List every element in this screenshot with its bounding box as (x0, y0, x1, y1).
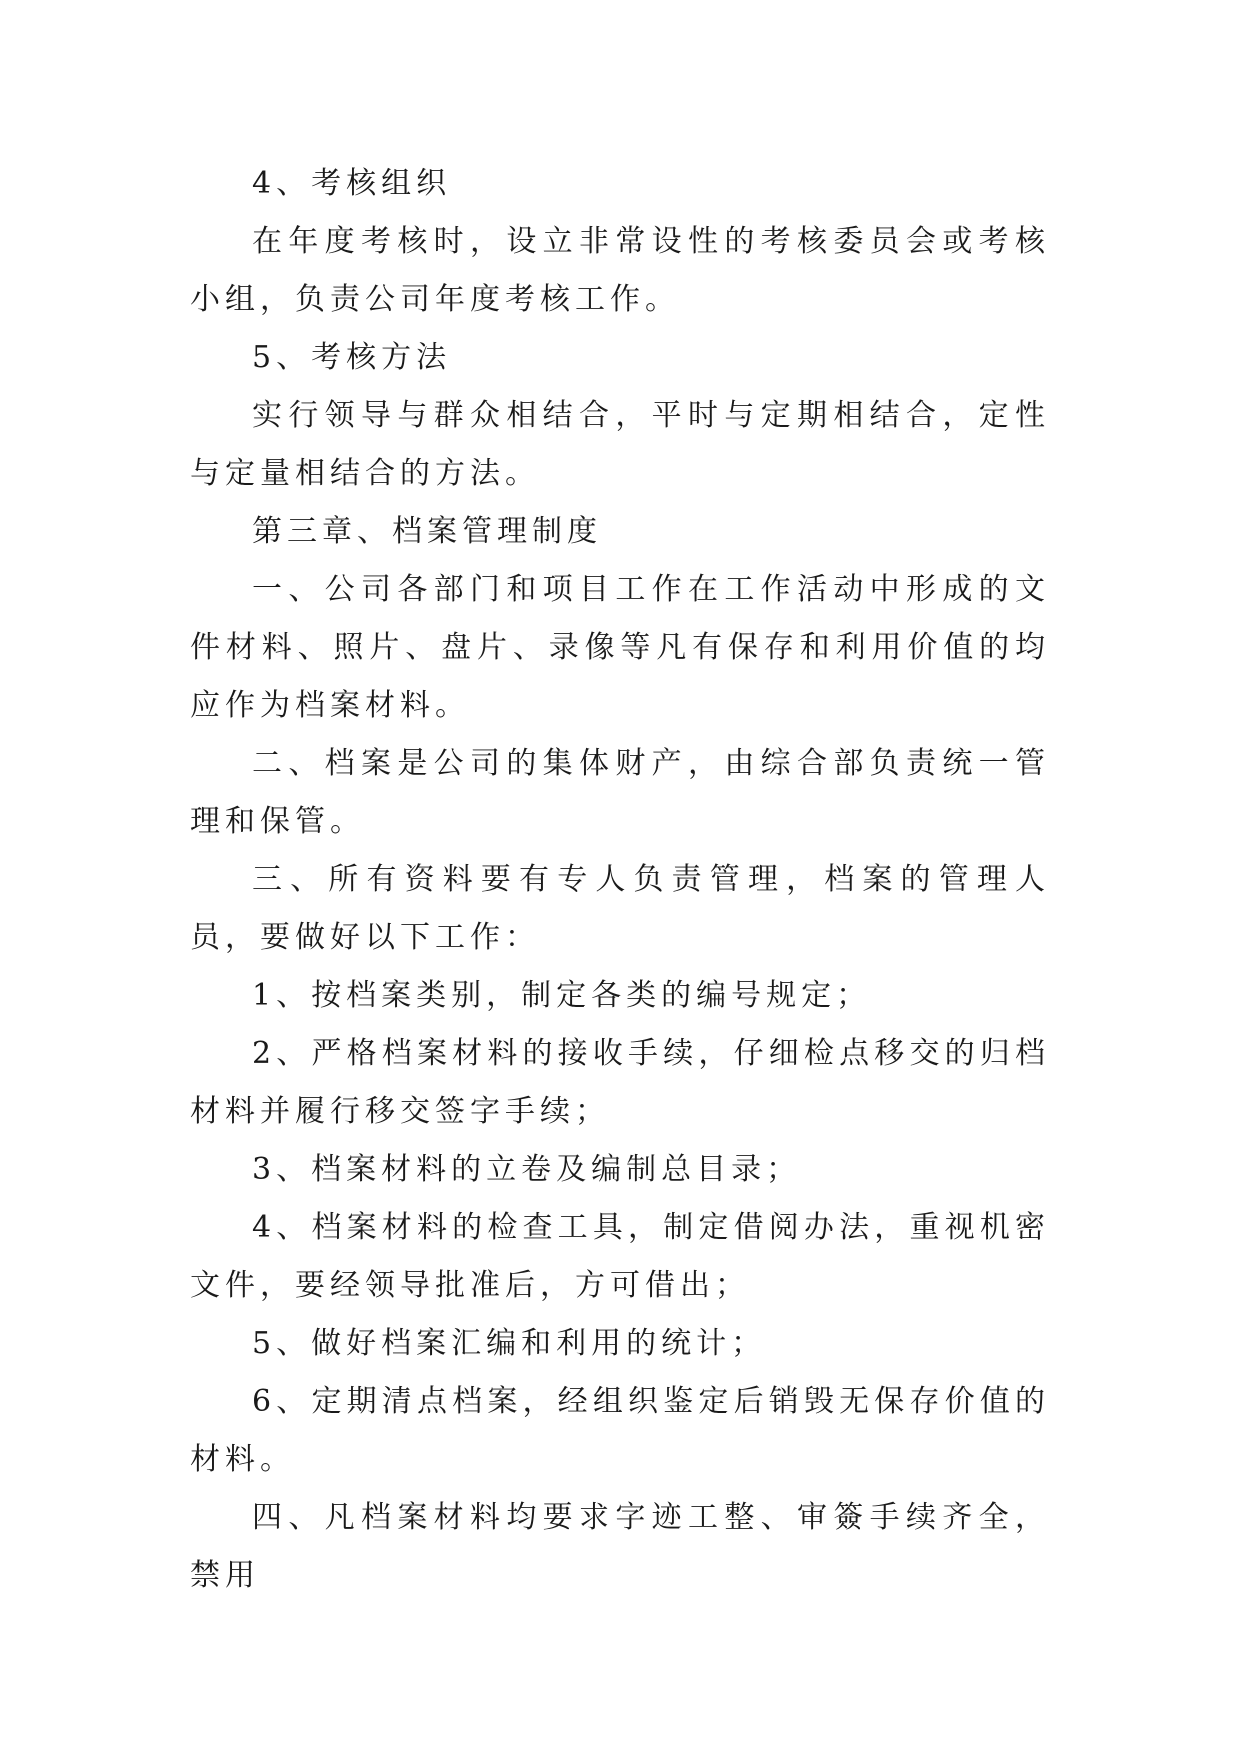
paragraph-assessment-organization-heading: 4、考核组织 (252, 166, 452, 201)
paragraph-assessment-organization-body: 在年度考核时，设立非常设性的考核委员会或考核小组，负责公司年度考核工作。 (190, 224, 1050, 317)
list-item-archive-duty-3: 3、档案材料的立卷及编制总目录； (252, 1152, 802, 1187)
paragraph-archive-rule-4: 四、凡档案材料均要求字迹工整、审簽手续齐全，禁用 (190, 1500, 1050, 1593)
document-body (190, 155, 1050, 1605)
list-item-archive-duty-6: 6、定期清点档案，经组织鉴定后销毁无保存价值的材料。 (190, 1384, 1050, 1477)
paragraph-archive-rule-1: 一、公司各部门和项目工作在工作活动中形成的文件材料、照片、盘片、录像等凡有保存和利用价值的均应作为档案材料。 (190, 572, 1050, 723)
paragraph-assessment-method-heading: 5、考核方法 (252, 340, 452, 375)
list-item-archive-duty-5: 5、做好档案汇编和利用的统计； (252, 1326, 767, 1361)
list-item-archive-duty-4: 4、档案材料的检查工具，制定借阅办法，重视机密文件，要经领导批准后，方可借出； (190, 1210, 1050, 1303)
paragraph-archive-rule-3: 三、所有资料要有专人负责管理，档案的管理人员，要做好以下工作： (190, 862, 1050, 955)
list-item-archive-duty-2: 2、严格档案材料的接收手续，仔细检点移交的归档材料并履行移交签字手续； (190, 1036, 1050, 1129)
chapter-three-heading: 第三章、档案管理制度 (252, 514, 602, 549)
list-item-archive-duty-1: 1、按档案类别，制定各类的编号规定； (252, 978, 872, 1013)
paragraph-assessment-method-body: 实行领导与群众相结合，平时与定期相结合，定性与定量相结合的方法。 (190, 398, 1050, 491)
paragraph-archive-rule-2: 二、档案是公司的集体财产，由综合部负责统一管理和保管。 (190, 746, 1050, 839)
